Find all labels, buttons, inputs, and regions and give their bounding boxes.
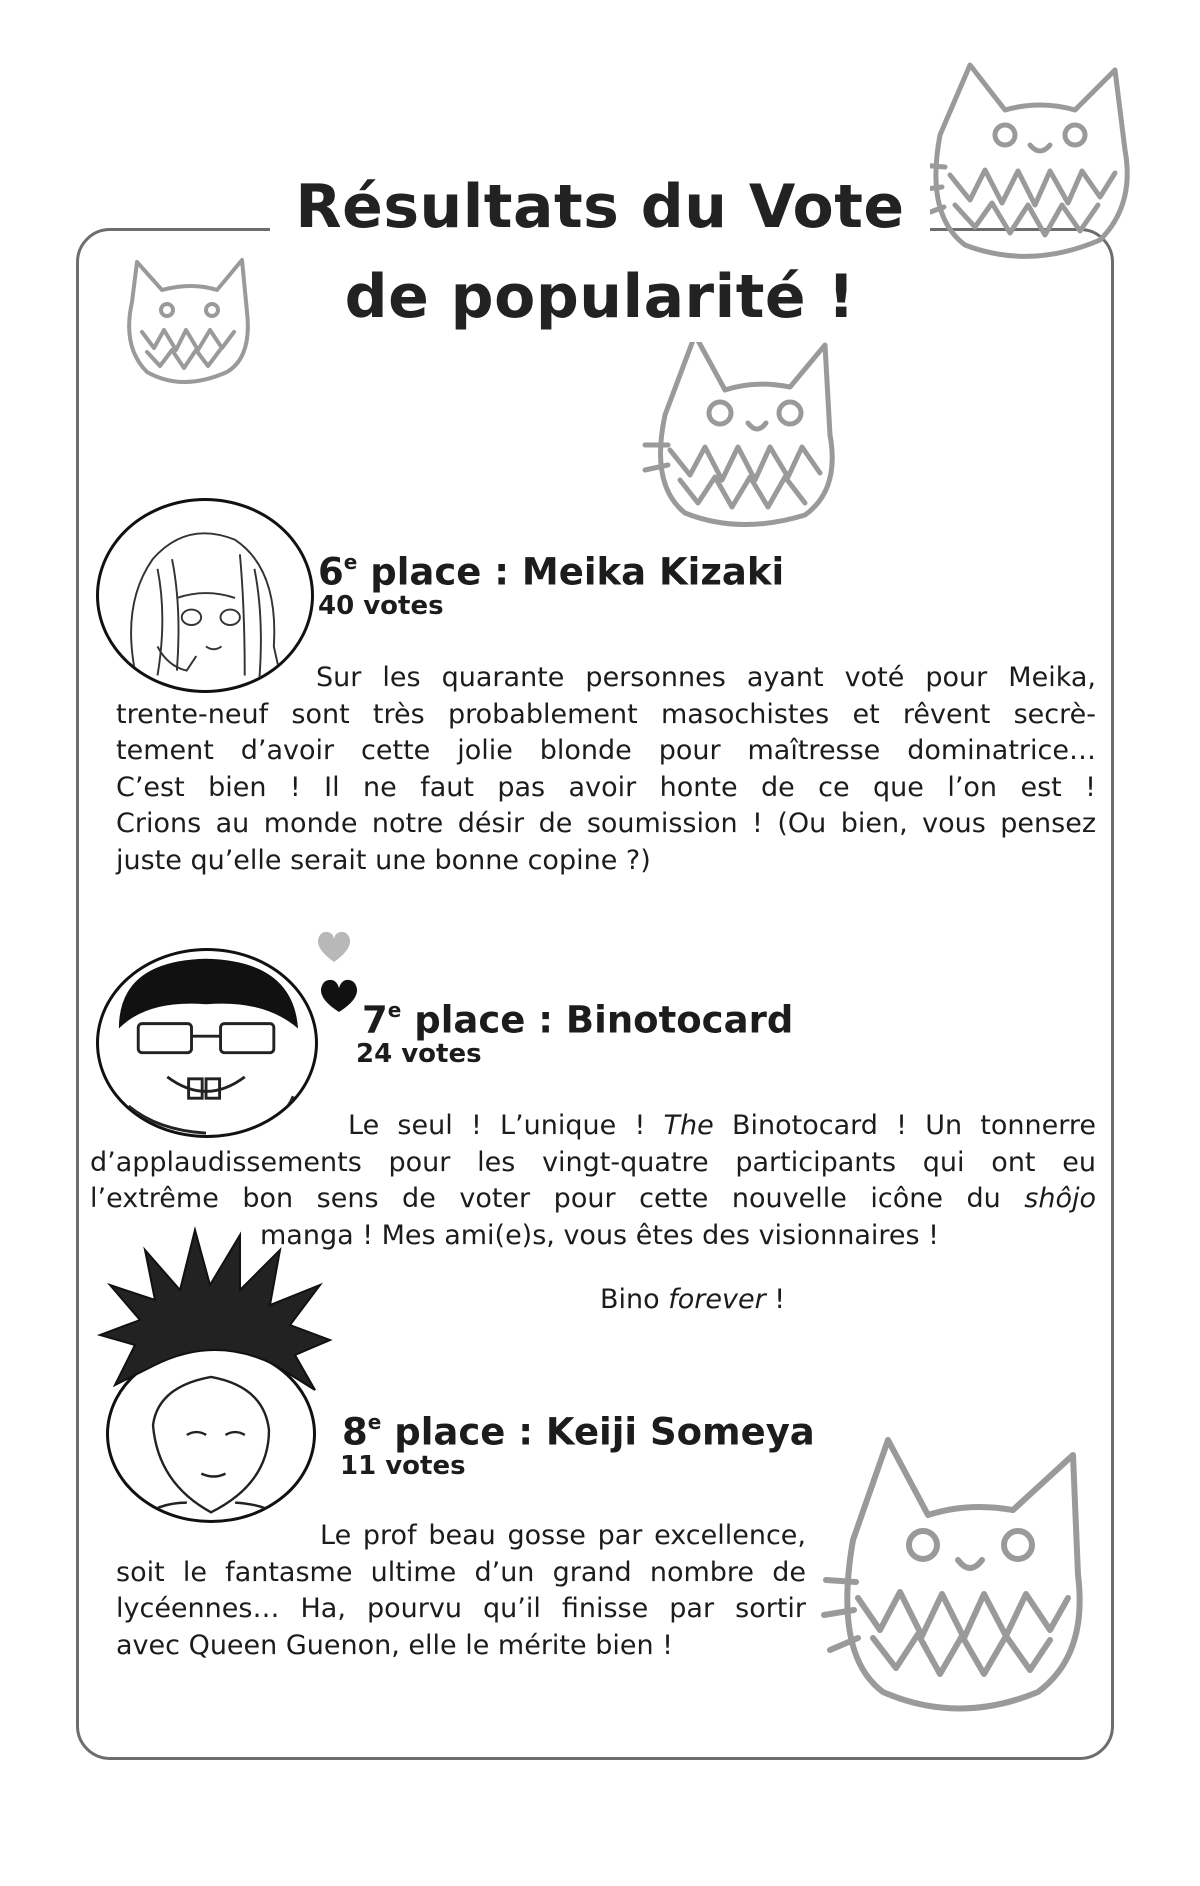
bino-forever-line: Bino forever ! — [600, 1284, 786, 1315]
text-line: Sur les quarante personnes ayant voté pour Meika, — [316, 662, 1096, 693]
text-line: juste qu’elle serait une bonne copine ?) — [116, 844, 651, 876]
cat-doodle-icon — [910, 55, 1140, 265]
page-title — [270, 162, 930, 342]
cat-doodle-icon — [122, 252, 257, 392]
text-line: C’est bien ! Il ne faut pas avoir honte de ce que l’on est ! — [116, 771, 1096, 803]
vote-count: 24 votes — [356, 1039, 482, 1069]
text-line: tement d’avoir cette jolie blonde pour maîtresse dominatrice… — [116, 735, 1096, 766]
text-line: trente-neuf sont très probablement masochistes et rêvent secrè- — [116, 698, 1096, 730]
entry-heading: 6e place : Meika Kizaki — [318, 550, 785, 594]
entry-description — [116, 660, 1096, 879]
title-line-1: Résultats du Vote — [295, 172, 905, 242]
cat-doodle-icon — [640, 325, 850, 530]
vote-count: 11 votes — [340, 1451, 466, 1481]
text-line: lycéennes… Ha, pourvu qu’il finisse par sortir — [116, 1593, 806, 1624]
entry-heading: 7e place : Binotocard — [362, 998, 794, 1042]
cat-doodle-icon — [818, 1430, 1108, 1720]
text-line: l’extrême bon sens de voter pour cette nouvelle icône du shôjo — [90, 1183, 1096, 1214]
text-line: Le seul ! L’unique ! The Binotocard ! Un tonnerre — [348, 1110, 1096, 1141]
heart-icon — [318, 978, 360, 1014]
entry-heading: 8e place : Keiji Someya — [342, 1410, 815, 1454]
heart-icon — [315, 930, 353, 964]
text-line: Le prof beau gosse par excellence, — [320, 1520, 806, 1551]
text-line: avec Queen Guenon, elle le mérite bien ! — [116, 1629, 673, 1661]
vote-count: 40 votes — [318, 591, 444, 621]
spiky-hair-icon — [95, 1225, 335, 1405]
title-line-2: de popularité ! — [344, 262, 856, 332]
text-line: manga ! Mes ami(e)s, vous êtes des visionnaires ! — [260, 1219, 939, 1251]
text-line: Crions au monde notre désir de soumission ! (Ou bien, vous pensez — [116, 808, 1096, 839]
entry-description — [116, 1518, 806, 1664]
text-line: d’applaudissements pour les vingt-quatre participants qui ont eu — [90, 1146, 1096, 1178]
text-line: soit le fantasme ultime d’un grand nombre de — [116, 1556, 806, 1588]
